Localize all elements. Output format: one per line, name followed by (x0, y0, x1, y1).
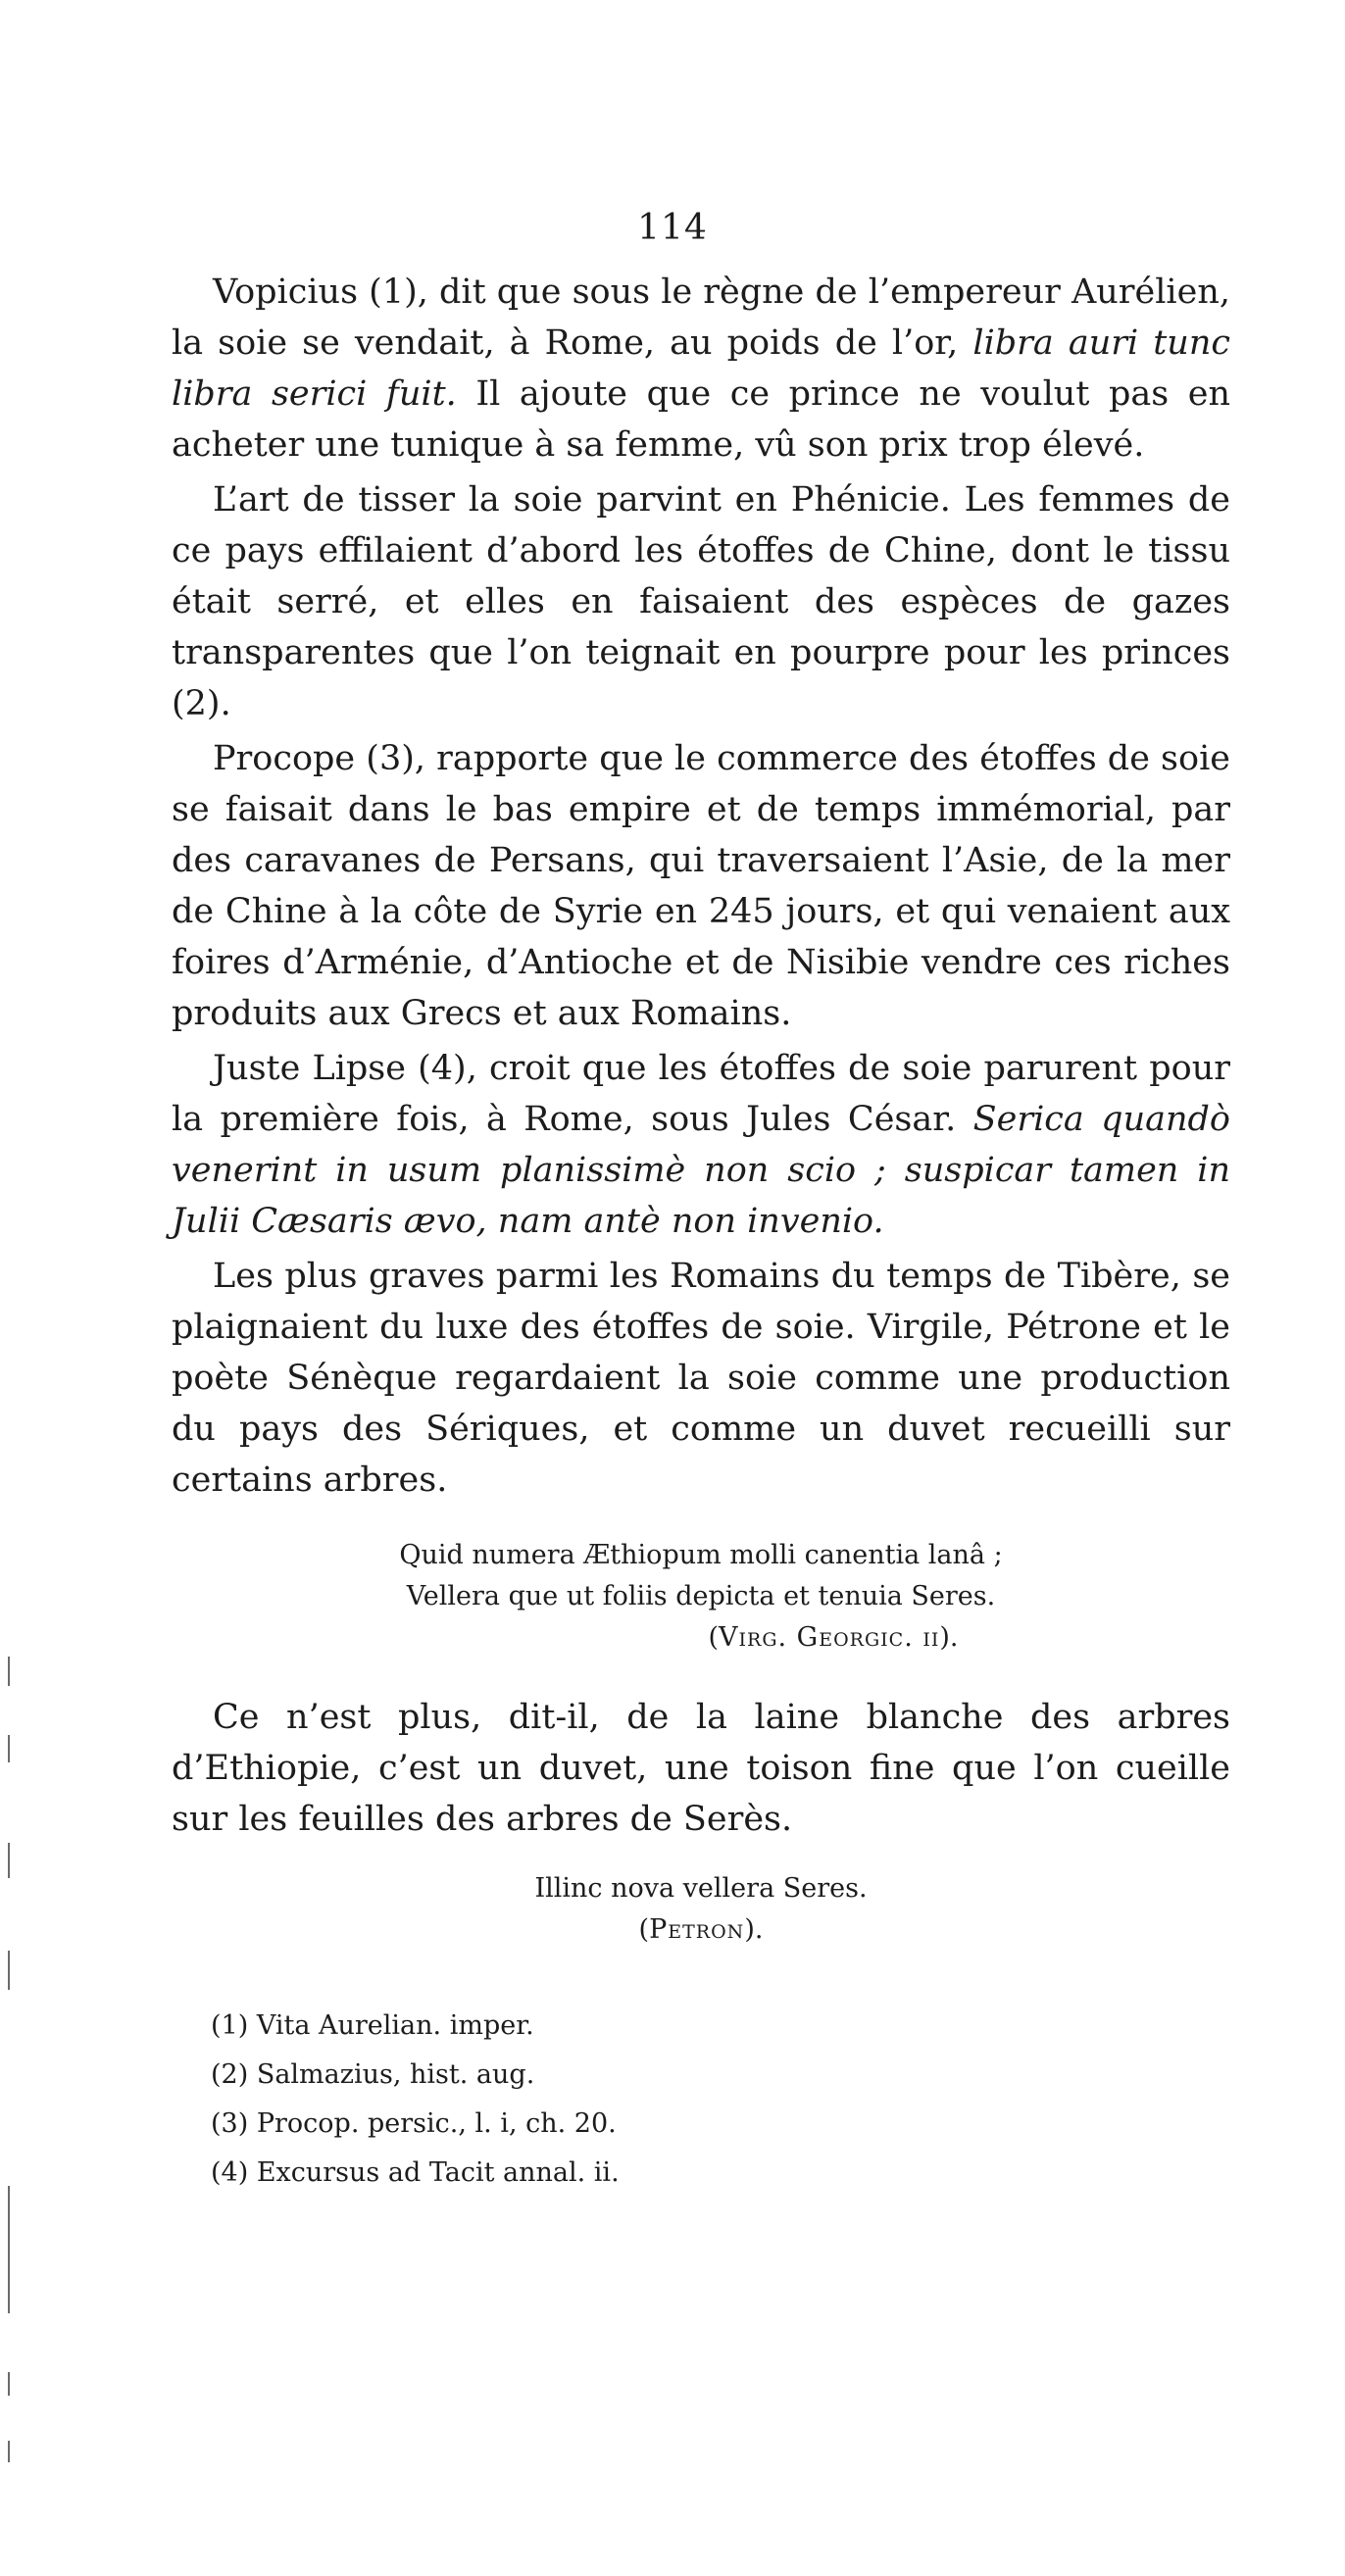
footnote: (4) Excursus ad Tacit annal. ii. (211, 2157, 620, 2188)
footnote: (3) Procop. persic., l. i, ch. 20. (211, 2108, 617, 2139)
paragraph (172, 733, 1230, 1039)
paragraph: Ce n’est plus, dit-il, de la laine blanche des arbres d’Ethiopie, c’est un duvet, une toison fine que l’on cueille sur les feuilles des arbres de Serès. (172, 1698, 1230, 1839)
latin-quote: libra auri tunc libra serici fuit. (172, 323, 1230, 414)
paragraph (172, 1043, 1230, 1247)
page-body (172, 267, 1230, 2198)
footnote: (2) Salmazius, hist. aug. (211, 2059, 535, 2090)
paragraph-text: Les plus graves parmi les Romains du temps de Tibère, se plaignaient du luxe des étoffes de soie. Virgile, Pétrone et le poète Sénèque regardaient la soie comme une production du pays des Sériques, et comme un duvet recueilli sur certains arbres. (172, 1257, 1230, 1500)
paragraph (172, 1251, 1230, 1506)
scan-margin-marks (0, 0, 20, 2576)
paragraph-text: Vopicius (1), dit que sous le règne de l’empereur Aurélien, la soie se vendait, à Rome, au poids de l’or, (172, 272, 1230, 363)
quote-line: Quid numera Æthiopum molli canentia lanâ ; (399, 1540, 1003, 1570)
quote-line: Illinc nova vellera Seres. (534, 1873, 868, 1904)
verse-quote-virgil (172, 1535, 1230, 1659)
paragraph-text: L’art de tisser la soie parvint en Phénicie. Les femmes de ce pays effilaient d’abord les étoffes de Chine, dont le tissu était serré, et elles en faisaient des espèces de gazes transparentes que l’on teignait en pourpre pour les princes (2). (172, 480, 1230, 723)
paragraph (172, 474, 1230, 729)
footnote: (1) Vita Aurelian. imper. (211, 2010, 534, 2041)
paragraph-text: Il ajoute que ce prince ne voulut pas en acheter une tunique à sa femme, vû son prix trop élevé. (172, 374, 1230, 465)
quote-source: (Virg. Georgic. ii). (708, 1622, 959, 1653)
latin-quote: Serica quandò venerint in usum planissimè non scio ; suspicar tamen in Julii Cæsaris ævo, nam antè non invenio. (172, 1100, 1230, 1241)
paragraphs (172, 267, 1230, 1506)
quote-line: Vellera que ut foliis depicta et tenuia Seres. (406, 1581, 996, 1611)
paragraph-text: Juste Lipse (4), croit que les étoffes de soie parurent pour la première fois, à Rome, sous Jules César. (172, 1049, 1230, 1139)
page-number: 114 (637, 208, 708, 248)
footnotes (211, 2002, 1230, 2198)
verse-quote-petron (172, 1868, 1230, 1951)
paragraph-text: Procope (3), rapporte que le commerce des étoffes de soie se faisait dans le bas empire et de temps immémorial, par des caravanes de Persans, qui traversaient l’Asie, de la mer de Chine à la côte de Syrie en 245 jours, et qui venaient aux foires d’Arménie, d’Antioche et de Nisibie vendre ces riches produits aux Grecs et aux Romains. (172, 739, 1230, 1033)
quote-source: (Petron). (638, 1914, 764, 1945)
paragraph (172, 267, 1230, 471)
